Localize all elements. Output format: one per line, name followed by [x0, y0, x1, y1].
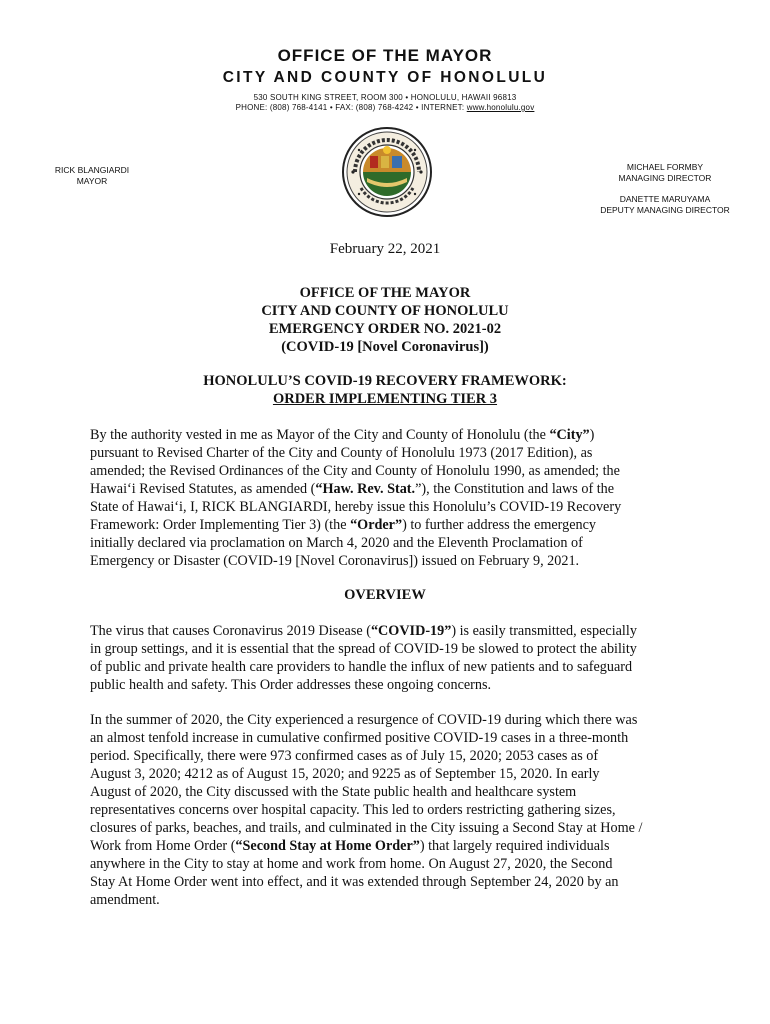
managing-director-name: MICHAEL FORMBY [626, 162, 704, 172]
contact-phone-fax: PHONE: (808) 768-4141 • FAX: (808) 768-4242 • INTERNET: [235, 103, 467, 112]
paragraph-text: ) that largely required individuals [419, 838, 610, 854]
paragraph-text: Stay At Home Order went into effect, and it was extended through September 24, 2020 by an [90, 874, 619, 890]
paragraph-text: amendment. [90, 892, 160, 908]
paragraph-text: pursuant to Revised Charter of the City and County of Honolulu 1973 (2017 Edition), as [90, 445, 593, 461]
paragraph-line [90, 747, 690, 765]
paragraph-text: Framework: Order Implementing Tier 3) (the [90, 517, 351, 533]
paragraph-line [90, 819, 690, 837]
paragraph-text: Hawai‘i Revised Statutes, as amended ( [90, 481, 316, 497]
paragraph-line [90, 426, 690, 444]
paragraph-text: of public and private health care providers to handle the influx of new patients and to safeguard [90, 659, 633, 675]
paragraph-line [90, 855, 690, 873]
paragraph-line [90, 676, 690, 694]
city-seal-icon [341, 126, 433, 218]
paragraph-text: ) to further address the emergency [402, 517, 597, 533]
order-title-line: CITY AND COUNTY OF HONOLULU [261, 303, 509, 319]
paragraph-line [90, 658, 690, 676]
paragraph-line [90, 801, 690, 819]
order-subtitle-line: ORDER IMPLEMENTING TIER 3 [272, 391, 498, 407]
defined-term: “COVID-19” [370, 623, 452, 639]
paragraph-text: In the summer of 2020, the City experienced a resurgence of COVID-19 during which there was [90, 712, 638, 728]
defined-term: “Second Stay at Home Order” [235, 838, 420, 854]
order-title-line: (COVID-19 [Novel Coronavirus]) [281, 339, 489, 355]
defined-term: “Order” [350, 517, 403, 533]
defined-term: “Haw. Rev. Stat. [315, 481, 416, 497]
order-date: February 22, 2021 [329, 241, 441, 257]
paragraph-line [90, 552, 690, 570]
mayor-title: MAYOR [76, 176, 108, 186]
paragraph-text: ) is easily transmitted, especially [451, 623, 637, 639]
paragraph-line [90, 729, 690, 747]
paragraph-line [90, 516, 690, 534]
managing-director-block [570, 162, 760, 184]
paragraph-text: ”), the Constitution and laws of the [415, 481, 615, 497]
paragraph-line [90, 534, 690, 552]
paragraph-text: in group settings, and it is essential that the spread of COVID-19 be slowed to protect the ability [90, 641, 637, 657]
history-paragraph [90, 711, 690, 909]
paragraph-text: Emergency or Disaster (COVID-19 [Novel Coronavirus]) issued on February 9, 2021. [90, 553, 580, 569]
deputy-managing-director-title: DEPUTY MANAGING DIRECTOR [600, 205, 730, 215]
letterhead-contact [0, 103, 770, 112]
letterhead-address: 530 SOUTH KING STREET, ROOM 300 • HONOLULU, HAWAII 96813 [253, 93, 517, 102]
paragraph-text: The virus that causes Coronavirus 2019 Disease ( [90, 623, 371, 639]
paragraph-line [90, 480, 690, 498]
paragraph-text: public health and safety. This Order addresses these ongoing concerns. [90, 677, 492, 693]
paragraph-line [90, 891, 690, 909]
paragraph-text: By the authority vested in me as Mayor of the City and County of Honolulu (the [90, 427, 550, 443]
overview-paragraph [90, 622, 690, 694]
paragraph-line [90, 873, 690, 891]
deputy-managing-director-name: DANETTE MARUYAMA [619, 194, 711, 204]
paragraph-line [90, 462, 690, 480]
mayor-block [52, 165, 132, 187]
paragraph-text: representatives concerns over hospital capacity. This led to orders restricting gathering sizes, [90, 802, 616, 818]
letterhead-city: CITY AND COUNTY OF HONOLULU [222, 69, 548, 86]
mayor-name: RICK BLANGIARDI [54, 165, 130, 175]
authority-paragraph [90, 426, 690, 570]
defined-term: “City” [549, 427, 590, 443]
order-title-line: OFFICE OF THE MAYOR [299, 285, 471, 301]
paragraph-text: an almost tenfold increase in cumulative confirmed positive COVID-19 cases in a three-month [90, 730, 629, 746]
paragraph-text: closures of parks, beaches, and trails, and culminated in the City issuing a Second Stay at Home / [90, 820, 643, 836]
paragraph-text: State of Hawai‘i, I, RICK BLANGIARDI, hereby issue this Honolulu’s COVID-19 Recovery [90, 499, 622, 515]
paragraph-text: ) [589, 427, 595, 443]
overview-heading: OVERVIEW [344, 587, 426, 603]
paragraph-text: initially declared via proclamation on March 4, 2020 and the Eleventh Proclamation of [90, 535, 583, 551]
paragraph-text: Work from Home Order ( [90, 838, 236, 854]
paragraph-text: period. Specifically, there were 973 confirmed cases as of July 15, 2020; 2053 cases as of [90, 748, 599, 764]
paragraph-line [90, 711, 690, 729]
paragraph-text: August 3, 2020; 4212 as of August 15, 2020; and 9225 as of September 15, 2020. In early [90, 766, 600, 782]
order-title-line: EMERGENCY ORDER NO. 2021-02 [268, 321, 502, 337]
paragraph-line [90, 640, 690, 658]
managing-director-title: MANAGING DIRECTOR [618, 173, 712, 183]
paragraph-line [90, 498, 690, 516]
paragraph-line [90, 622, 690, 640]
deputy-managing-director-block [570, 194, 760, 216]
paragraph-line [90, 444, 690, 462]
paragraph-text: August of 2020, the City discussed with the State public health and healthcare system [90, 784, 577, 800]
paragraph-text: amended; the Revised Ordinances of the City and County of Honolulu 1990, as amended; the [90, 463, 620, 479]
paragraph-line [90, 837, 690, 855]
website-link[interactable]: www.honolulu.gov [466, 103, 535, 112]
paragraph-line [90, 783, 690, 801]
letterhead-office: OFFICE OF THE MAYOR [277, 46, 493, 65]
paragraph-line [90, 765, 690, 783]
paragraph-text: anywhere in the City to stay at home and work from home. On August 27, 2020, the Second [90, 856, 613, 872]
order-subtitle-line: HONOLULU’S COVID-19 RECOVERY FRAMEWORK: [203, 373, 567, 389]
